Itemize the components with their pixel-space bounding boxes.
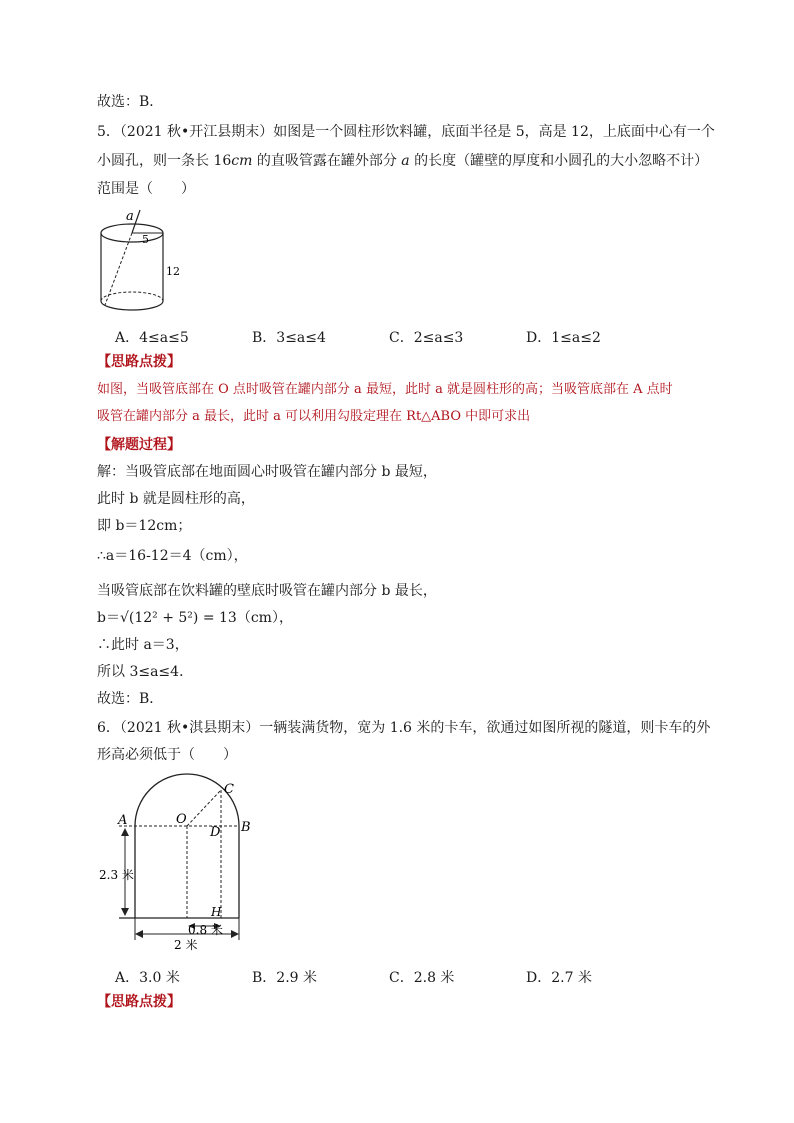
cylinder-figure [92, 205, 202, 317]
q5-hint-line2: 吸管在罐内部分 a 最长，此时 a 可以利用勾股定理在 Rt△ABO 中即可求出 [97, 409, 531, 424]
solution-line: 解：当吸管底部在地面圆心时吸管在罐内部分 b 最短， [97, 464, 437, 480]
tunnel-label-D: D [210, 825, 221, 840]
tunnel-label-O: O [176, 812, 187, 827]
tunnel-figure [97, 768, 257, 958]
tunnel-label-B: B [241, 820, 251, 835]
tunnel-label-2: 2 米 [174, 938, 198, 952]
q6-option-a[interactable]: A．3.0 米 [115, 970, 180, 986]
straw-inside [105, 233, 132, 305]
cylinder-bottom-back [101, 292, 163, 301]
q6-option-d[interactable]: D．2.7 米 [526, 970, 592, 986]
q5-option-d[interactable]: D．1≤a≤2 [526, 330, 601, 346]
tunnel-radius-oc [187, 790, 221, 826]
cylinder-bottom-front [101, 301, 163, 310]
solution-line: 当吸管底部在饮料罐的壁底时吸管在罐内部分 b 最长， [97, 583, 437, 599]
solution-line: 故选：B． [97, 691, 164, 707]
solution-line: ∴此时 a＝3， [97, 637, 189, 653]
q5-stem-line2 [97, 152, 708, 170]
q6-hint-title: 【思路点拨】 [97, 994, 181, 1010]
cylinder-label-radius: 5 [142, 233, 149, 246]
previous-answer: 故选：B． [97, 94, 164, 110]
height-arrow-head-top [121, 828, 129, 836]
q6-stem-line1: 6．（2021 秋•淇县期末）一辆装满货物，宽为 1.6 米的卡车，欲通过如图所视的隧道，则卡车的外 [97, 720, 711, 736]
q5-stem-line1: 5．（2021 秋•开江县期末）如图是一个圆柱形饮料罐，底面半径是 5，高是 12，上底面中心有一个 [97, 124, 715, 140]
solution-line: 即 b＝12cm； [97, 518, 192, 534]
q5-stem-part-a: 小圆孔，则一条长 16 [97, 153, 232, 169]
q5-hint-title: 【思路点拨】 [97, 354, 181, 370]
tunnel-label-08: 0.8 米 [188, 923, 223, 937]
q5-stem-line3: 范围是（ ） [97, 181, 195, 197]
tunnel-label-C: C [224, 782, 234, 797]
q5-option-b[interactable]: B．3≤a≤4 [252, 330, 326, 346]
solution-line: b＝√(12² + 5²) = 13（cm）， [97, 610, 293, 626]
q5-hint-line1: 如图，当吸管底部在 O 点时吸管在罐内部分 a 最短，此时 a 就是圆柱形的高；当吸管底部在 A 点时 [97, 382, 673, 397]
tunnel-label-A: A [118, 813, 128, 828]
q6-option-c[interactable]: C．2.8 米 [389, 970, 455, 986]
q6-stem-line2: 形高必须低于（ ） [97, 747, 237, 763]
q5-stem-part-c: 的长度（罐壁的厚度和小圆孔的大小忽略不计） [409, 153, 709, 169]
solution-line: ∴a＝16-12＝4（cm）， [97, 548, 248, 564]
q5-stem-var: a [401, 153, 410, 169]
width-arrow-head-right [231, 930, 239, 938]
q5-stem-unit: cm [231, 153, 253, 169]
q5-option-a[interactable]: A．4≤a≤5 [115, 330, 189, 346]
cylinder-label-height: 12 [166, 265, 180, 278]
q5-option-c[interactable]: C．2≤a≤3 [389, 330, 464, 346]
q5-process-title: 【解题过程】 [97, 437, 181, 453]
q5-options [115, 327, 675, 347]
cylinder-label-a: a [126, 209, 134, 224]
height-arrow-head-bottom [121, 908, 129, 916]
width-arrow-head-left [135, 930, 143, 938]
q5-stem-part-b: 的直吸管露在罐外部分 [252, 153, 402, 169]
q6-option-b[interactable]: B．2.9 米 [252, 970, 318, 986]
tunnel-label-H: H [211, 905, 222, 919]
q6-options [115, 967, 675, 987]
tunnel-label-height: 2.3 米 [99, 868, 134, 882]
solution-line: 所以 3≤a≤4． [97, 664, 194, 680]
solution-line: 此时 b 就是圆柱形的高， [97, 491, 255, 507]
